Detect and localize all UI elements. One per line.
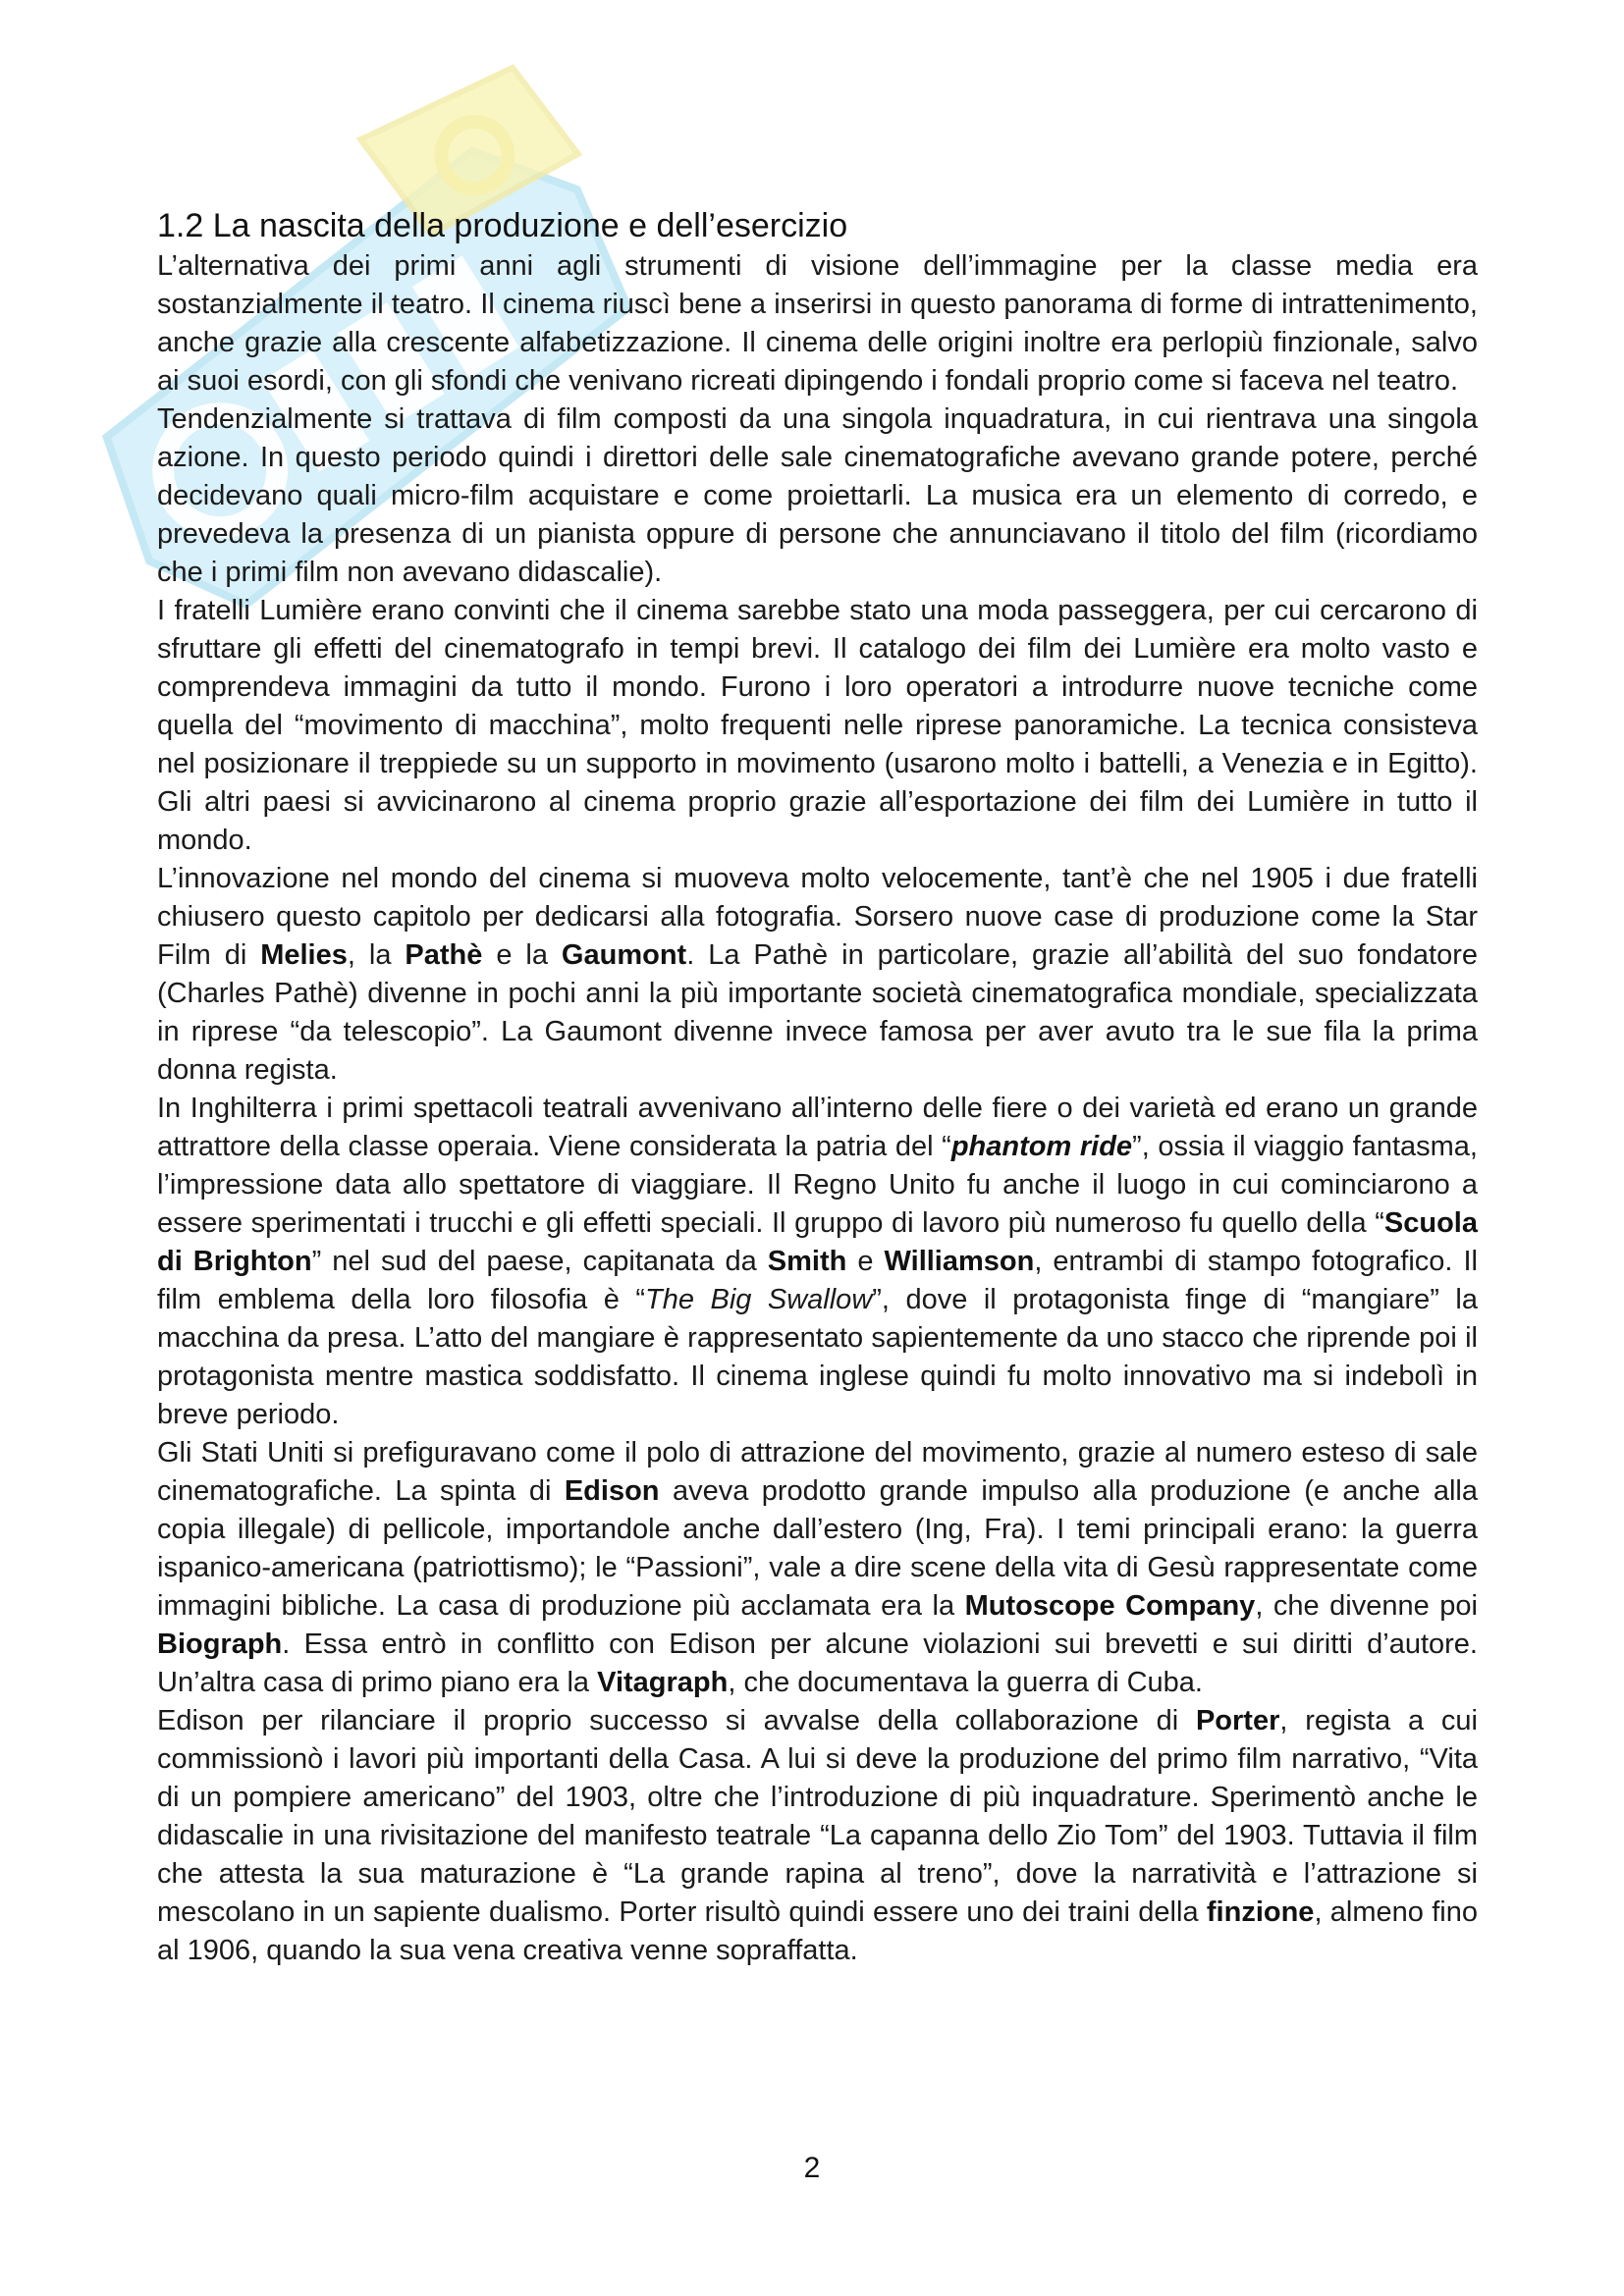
- text-run: ”, ossia il viaggio fantasma, l’impressione data allo spettatore di viaggiare. Il Regno Unito fu anche il luogo in cui cominciarono a essere sperimentati i trucchi e gli effetti speciali. Il gruppo di lavoro più numeroso fu quello della “: [157, 1131, 1478, 1239]
- text-run: , regista a cui commissionò i lavori più importanti della Casa. A lui si deve la produzione del primo film narrativo, “Vita di un pompiere americano” del 1903, oltre che l’introduzione di più inquadrature. Sperimentò anche le didascalie in una rivisitazione del manifesto teatrale “La capanna dello Zio Tom” del 1903. Tuttavia il film che attesta la sua maturazione è “La grande rapina al treno”, dove la narratività e l’attrazione si mescolano in un sapiente dualismo. Porter risultò quindi essere uno dei traini della: [157, 1705, 1478, 1928]
- text-run: e la: [482, 939, 562, 971]
- text-run: Tendenzialmente si trattava di film composti da una singola inquadratura, in cui rientrava una singola azione. In questo periodo quindi i direttori delle sale cinematografiche avevano grande potere, perché decidevano quali micro-film acquistare e come proiettarli. La musica era un elemento di corredo, e prevedeva la presenza di un pianista oppure di persone che annunciavano il titolo del film (ricordiamo che i primi film non avevano didascalie).: [157, 403, 1478, 588]
- emphasized-text: Scuola di Brighton: [157, 1207, 1478, 1277]
- emphasized-text: Mutoscope Company: [964, 1590, 1256, 1622]
- document-body: [157, 247, 1478, 1970]
- emphasized-text: Edison: [564, 1475, 660, 1507]
- text-run: ”, dove il protagonista finge di “mangiare” la macchina da presa. L’atto del mangiare è rappresentato sapientemente da uno stacco che riprende poi il protagonista mentre mastica soddisfatto. Il cinema inglese quindi fu molto innovativo ma si indebolì in breve periodo.: [157, 1284, 1478, 1430]
- paragraph: [157, 1434, 1478, 1702]
- text-run: In Inghilterra i primi spettacoli teatrali avvenivano all’interno delle fiere o dei varietà ed erano un grande attrattore della classe operaia. Viene considerata la patria del “: [157, 1093, 1478, 1162]
- text-run: , almeno fino al 1906, quando la sua vena creativa venne sopraffatta.: [157, 1896, 1478, 1966]
- paragraph: [157, 1090, 1478, 1434]
- emphasized-text: Melies: [260, 939, 348, 971]
- text-run: L’innovazione nel mondo del cinema si muoveva molto velocemente, tant’è che nel 1905 i due fratelli chiusero questo capitolo per dedicarsi alla fotografia. Sorsero nuove case di produzione come la Star Film di: [157, 863, 1478, 971]
- text-run: Gli Stati Uniti si prefiguravano come il polo di attrazione del movimento, grazie al numero esteso di sale cinematografiche. La spinta di: [157, 1437, 1478, 1507]
- text-run: e: [846, 1246, 885, 1277]
- text-run: , che divenne poi: [1255, 1590, 1478, 1622]
- text-run: I fratelli Lumière erano convinti che il cinema sarebbe stato una moda passeggera, per cui cercarono di sfruttare gli effetti del cinematografo in tempi brevi. Il catalogo dei film dei Lumière era molto vasto e comprendeva immagini da tutto il mondo. Furono i loro operatori a introdurre nuove tecniche come quella del “movimento di macchina”, molto frequenti nelle riprese panoramiche. La tecnica consisteva nel posizionare il treppiede su un supporto in movimento (usarono molto i battelli, a Venezia e in Egitto). Gli altri paesi si avvicinarono al cinema proprio grazie all’esportazione dei film dei Lumière in tutto il mondo.: [157, 595, 1478, 856]
- emphasized-text: Williamson: [884, 1246, 1035, 1277]
- section-title: 1.2 La nascita della produzione e dell’esercizio: [157, 207, 848, 244]
- document-page: [157, 204, 1478, 1970]
- text-run: , che documentava la guerra di Cuba.: [728, 1667, 1203, 1698]
- emphasized-text: Pathè: [405, 939, 483, 971]
- page-number: 2: [803, 2152, 821, 2184]
- paragraph: [157, 1702, 1478, 1970]
- paragraph: [157, 247, 1478, 400]
- paragraph: [157, 592, 1478, 860]
- emphasized-text: Biograph: [157, 1629, 283, 1660]
- text-run: aveva prodotto grande impulso alla produzione (e anche alla copia illegale) di pellicole, importandole anche dall’estero (Ing, Fra). I temi principali erano: la guerra ispanico-americana (patriottismo); le “Passioni”, vale a dire scene della vita di Gesù rappresentate come immagini bibliche. La casa di produzione più acclamata era la: [157, 1475, 1479, 1622]
- emphasized-text: The Big Swallow: [645, 1284, 873, 1315]
- paragraph: [157, 860, 1478, 1090]
- paragraph: [157, 400, 1478, 592]
- emphasized-text: finzione: [1206, 1896, 1315, 1928]
- text-run: . Essa entrò in conflitto con Edison per alcune violazioni sui brevetti e sui diritti d’autore. Un’altra casa di primo piano era la: [157, 1629, 1478, 1698]
- emphasized-text: Gaumont: [561, 939, 687, 971]
- text-run: L’alternativa dei primi anni agli strumenti di visione dell’immagine per la classe media era sostanzialmente il teatro. Il cinema riuscì bene a inserirsi in questo panorama di forme di intrattenimento, anche grazie alla crescente alfabetizzazione. Il cinema delle origini inoltre era perlopiù finzionale, salvo ai suoi esordi, con gli sfondi che venivano ricreati dipingendo i fondali proprio come si faceva nel teatro.: [157, 250, 1478, 397]
- text-run: . La Pathè in particolare, grazie all’abilità del suo fondatore (Charles Pathè) divenne in pochi anni la più importante società cinematografica mondiale, specializzata in riprese “da telescopio”. La Gaumont divenne invece famosa per aver avuto tra le sue fila la prima donna regista.: [157, 939, 1479, 1086]
- emphasized-text: Vitagraph: [597, 1667, 729, 1698]
- emphasized-text: Porter: [1195, 1705, 1280, 1736]
- emphasized-text: Smith: [767, 1246, 847, 1277]
- emphasized-text: phantom ride: [950, 1131, 1133, 1162]
- text-run: ” nel sud del paese, capitanata da: [311, 1246, 768, 1277]
- text-run: Edison per rilanciare il proprio successo si avvalse della collaborazione di: [157, 1705, 1196, 1736]
- text-run: , la: [347, 939, 406, 971]
- text-run: , entrambi di stampo fotografico. Il film emblema della loro filosofia è “: [157, 1246, 1478, 1315]
